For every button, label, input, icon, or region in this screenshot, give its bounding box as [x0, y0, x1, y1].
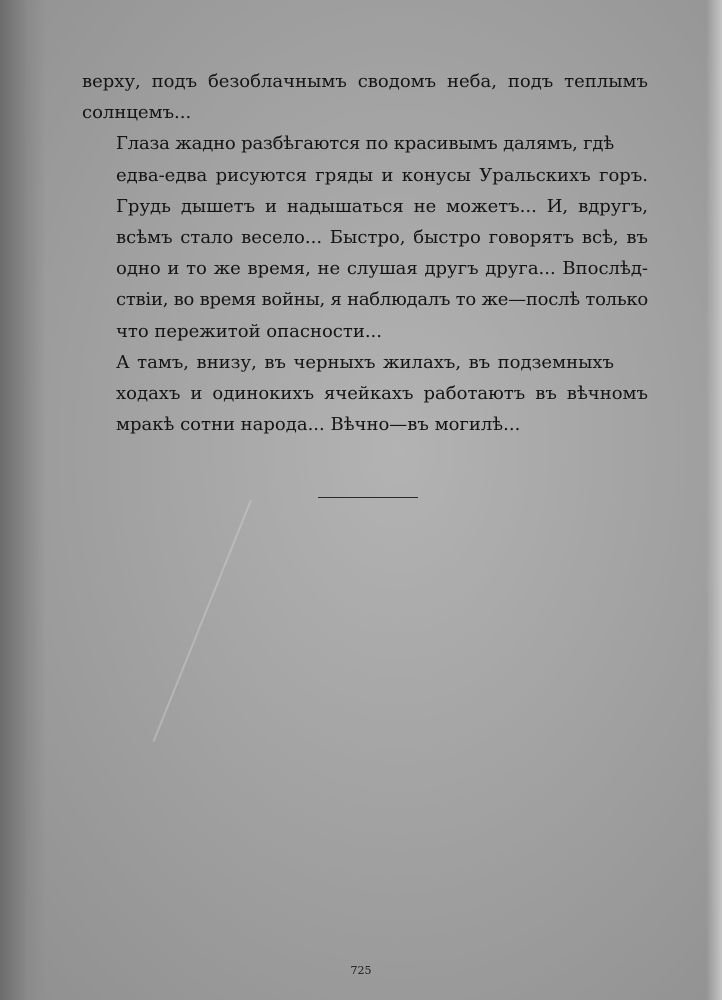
page-crease [153, 500, 252, 742]
body-text [82, 66, 648, 440]
text-line: солнцемъ... [82, 102, 192, 124]
paragraph [82, 347, 648, 441]
page-edge-highlight [706, 0, 722, 1000]
page-number: 725 [350, 964, 372, 977]
paragraph [82, 66, 648, 128]
section-divider [318, 497, 418, 498]
text-line: Глаза жадно разбѣгаются по красивымъ далямъ, гдѣ [116, 133, 614, 155]
text-line: что пережитой опасности... [116, 320, 382, 342]
text-line: А тамъ, внизу, въ черныхъ жилахъ, въ подземныхъ [116, 351, 614, 373]
text-line: одно и то же время, не слушая другъ друга... Впослѣд- [116, 258, 648, 280]
text-line: верху, подъ безоблачнымъ сводомъ неба, подъ теплымъ [82, 71, 648, 92]
text-line: ствіи, во время войны, я наблюдалъ то же—послѣ только [116, 289, 648, 311]
text-line: мракѣ сотни народа... Вѣчно—въ могилѣ... [116, 414, 521, 436]
text-line: едва-едва рисуются гряды и конусы Уральскихъ горъ. [116, 164, 648, 186]
paragraph [82, 128, 648, 346]
text-line: ходахъ и одинокихъ ячейкахъ работаютъ въ вѣчномъ [116, 383, 648, 405]
page-spine-shadow [0, 0, 46, 1000]
text-line: Грудь дышетъ и надышаться не можетъ... И, вдругъ, [116, 195, 648, 217]
text-line: всѣмъ стало весело... Быстро, быстро говорятъ всѣ, въ [116, 227, 648, 249]
